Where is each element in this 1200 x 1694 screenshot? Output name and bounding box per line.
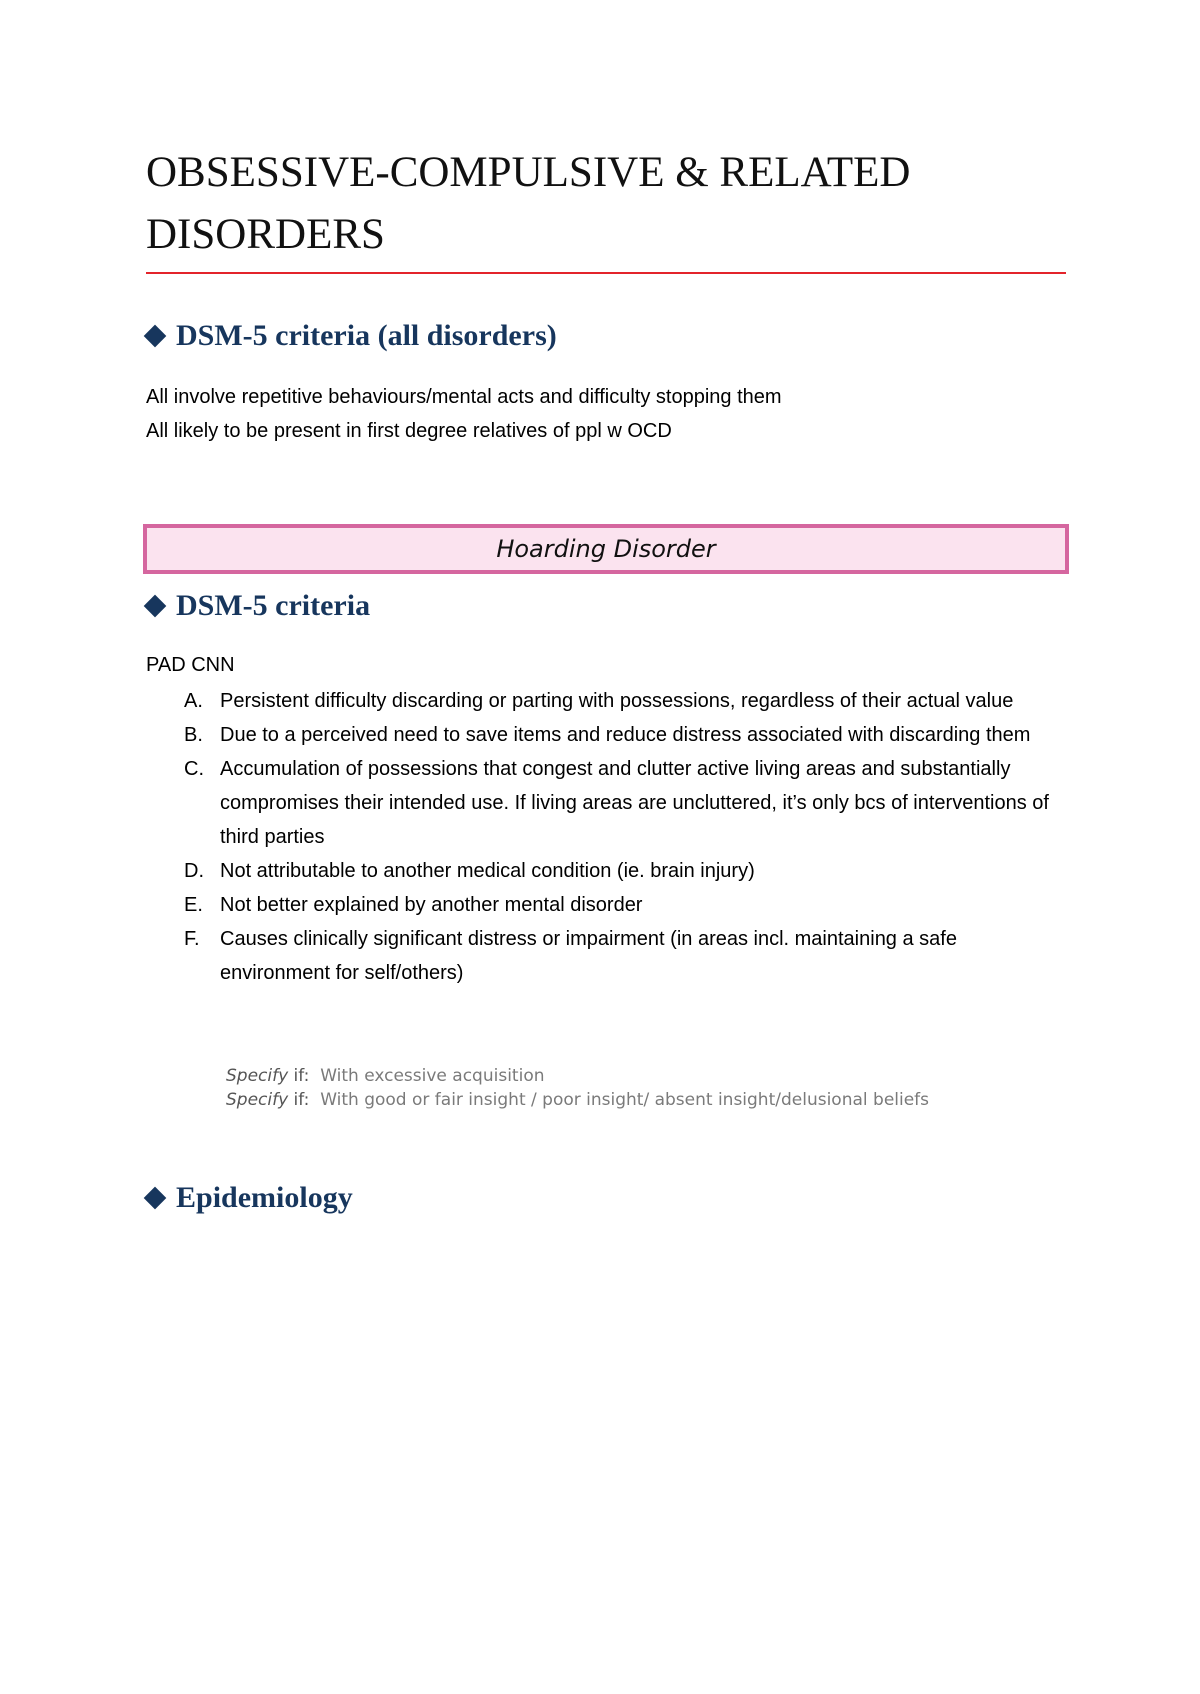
criteria-letter: E. [184, 894, 203, 916]
title-divider [146, 272, 1066, 274]
all-disorders-text [146, 380, 1066, 448]
diamond-bullet-icon [144, 1187, 167, 1210]
section-heading-dsm [143, 588, 370, 624]
disorder-title-box: Hoarding Disorder [143, 524, 1069, 574]
body-line: All likely to be present in first degree relatives of ppl w OCD [146, 420, 672, 442]
specifier-value: With excessive acquisition [320, 1066, 545, 1086]
section-heading-dsm-all [143, 318, 557, 354]
body-line: All involve repetitive behaviours/mental acts and difficulty stopping them [146, 386, 782, 408]
criteria-letter: F. [184, 928, 200, 950]
criteria-letter: D. [184, 860, 204, 882]
mnemonic: PAD CNN [146, 654, 235, 676]
criteria-item [146, 922, 1066, 990]
criteria-text: Causes clinically significant distress or impairment (in areas incl. maintaining a safe environment for self/others) [220, 928, 957, 984]
criteria-letter: C. [184, 758, 204, 780]
criteria-letter: A. [184, 690, 203, 712]
section-heading-epidemiology [143, 1180, 353, 1216]
specifiers-block [226, 1064, 946, 1112]
specifier-suffix: if: [288, 1090, 310, 1110]
criteria-text: Persistent difficulty discarding or parting with possessions, regardless of their actual value [220, 690, 1014, 712]
specifier-suffix: if: [288, 1066, 310, 1086]
specifier-line [226, 1088, 946, 1112]
specifier-key: Specify [226, 1066, 289, 1086]
criteria-list [146, 684, 1066, 990]
diamond-bullet-icon [144, 595, 167, 618]
specifier-value: With good or fair insight / poor insight/ absent insight/delusional beliefs [320, 1090, 930, 1110]
criteria-text: Accumulation of possessions that congest and clutter active living areas and substantially compromises their intended use. If living areas are uncluttered, it’s only bcs of interventions of third parties [220, 758, 1049, 848]
criteria-text: Not attributable to another medical condition (ie. brain injury) [220, 860, 755, 882]
section-heading-text: DSM-5 criteria (all disorders) [176, 319, 557, 352]
criteria-text: Due to a perceived need to save items and reduce distress associated with discarding them [220, 724, 1031, 746]
criteria-text: Not better explained by another mental disorder [220, 894, 643, 916]
criteria-item [146, 752, 1066, 854]
criteria-item [146, 888, 1066, 922]
criteria-item [146, 684, 1066, 718]
section-heading-text: Epidemiology [176, 1181, 353, 1214]
section-heading-text: DSM-5 criteria [176, 589, 371, 622]
criteria-item [146, 718, 1066, 752]
diamond-bullet-icon [144, 325, 167, 348]
specifier-key: Specify [226, 1090, 289, 1110]
criteria-item [146, 854, 1066, 888]
document-title: OBSESSIVE-COMPULSIVE & RELATED DISORDERS [146, 149, 911, 258]
criteria-letter: B. [184, 724, 203, 746]
specifier-line [226, 1064, 946, 1088]
